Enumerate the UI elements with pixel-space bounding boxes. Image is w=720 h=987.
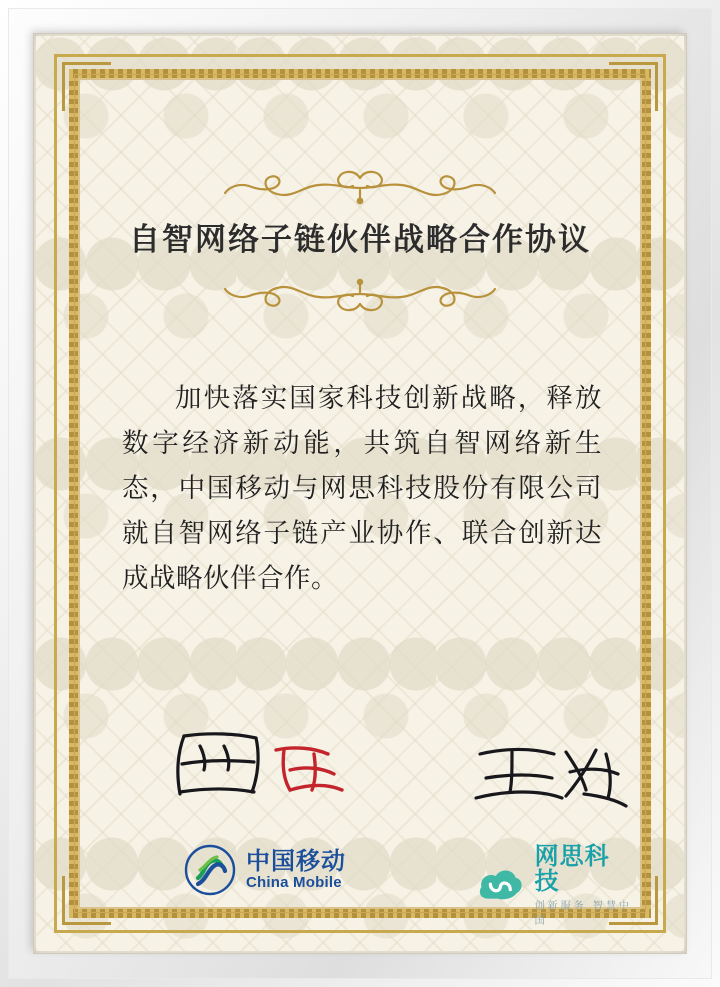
logo-china-mobile-cn: 中国移动 bbox=[246, 846, 346, 875]
signature-row bbox=[86, 726, 634, 836]
flourish-ornament-top bbox=[215, 168, 505, 216]
certificate-title: 自智网络子链伙伴战略合作协议 bbox=[129, 222, 591, 258]
handwritten-signature-right-icon bbox=[466, 740, 636, 812]
certificate-paper bbox=[36, 36, 684, 951]
logo-vanstech-cn: 网思科技 bbox=[534, 842, 610, 896]
china-mobile-logo-icon bbox=[184, 844, 236, 896]
logo-vanstech-slogan: 创新服务 智慧中国 bbox=[534, 901, 632, 928]
signature-right bbox=[466, 740, 636, 816]
logo-china-mobile bbox=[184, 844, 346, 896]
certificate-body-text: 加快落实国家科技创新战略，释放数字经济新动能，共筑自智网络新生态，中国移动与网思科技股份有限公司就自智网络子链产业协作、联合创新达成战略伙伴合作。 bbox=[122, 383, 602, 594]
flourish-ornament-bottom bbox=[215, 278, 505, 324]
handwritten-signature-left-icon bbox=[164, 726, 354, 804]
signature-left bbox=[164, 726, 354, 808]
logo-china-mobile-en: China Mobile bbox=[246, 873, 342, 891]
logo-row bbox=[86, 842, 634, 928]
certificate-content bbox=[86, 86, 634, 928]
vanstech-cloud-logo-icon bbox=[476, 862, 525, 910]
logo-vanstech bbox=[476, 844, 634, 927]
